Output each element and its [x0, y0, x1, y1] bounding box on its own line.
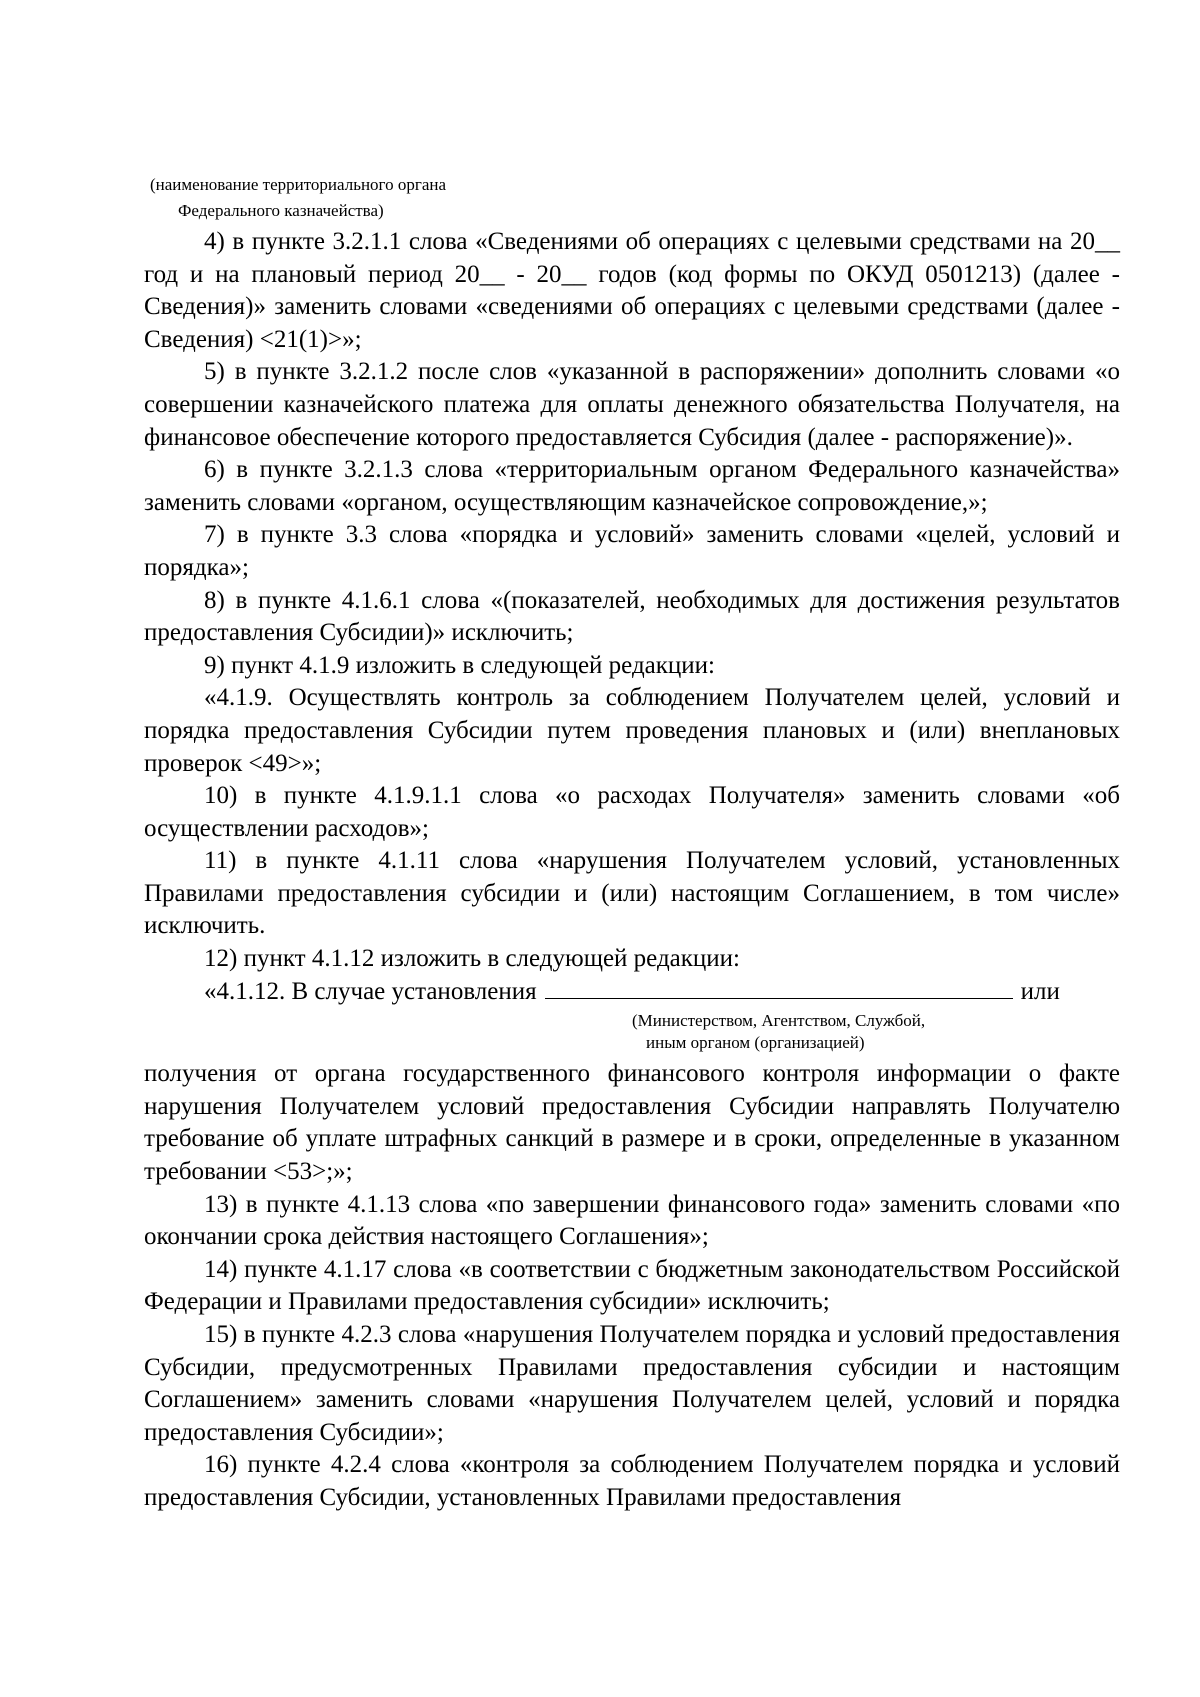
paragraph-10: 10) в пункте 4.1.9.1.1 слова «о расходах Получателя» заменить словами «об осуществлении расходов»;	[144, 782, 1120, 842]
blank-line	[545, 976, 1013, 999]
blank-caption	[144, 1010, 1120, 1054]
fill-line-4-1-12	[144, 976, 1120, 1009]
paragraph-13: 13) в пункте 4.1.13 слова «по завершении финансового года» заменить словами «по окончании срока действия настоящего Соглашения»;	[144, 1190, 1120, 1251]
paragraph-15: 15) в пункте 4.2.3 слова «нарушения Получателем порядка и условий предоставления Субсидии, предусмотренных Правилами предоставления субсидии и настоящим Соглашением» заменить словами «нарушения Получателем целей, условий и порядка предоставления Субсидии»;	[144, 1321, 1120, 1446]
top-caption	[150, 172, 446, 224]
fill-line-suffix: или	[1020, 977, 1060, 1005]
paragraph-4: 4) в пункте 3.2.1.1 слова «Сведениями об операциях с целевыми средствами на 20__ год и на плановый период 20__ - 20__ годов (код формы по ОКУД 0501213) (далее - Сведения)» заменить словами «сведениями об операциях с целевыми средствами (далее - Сведения) <21(1)>»;	[144, 228, 1120, 353]
paragraph-8: 8) в пункте 4.1.6.1 слова «(показателей, необходимых для достижения результатов предоставления Субсидии)» исключить;	[144, 586, 1120, 647]
fill-line-prefix: «4.1.12. В случае установления	[204, 977, 537, 1005]
blank-caption-line-1: (Министерством, Агентством, Службой,	[632, 1011, 926, 1031]
paragraph-9-quote: «4.1.9. Осуществлять контроль за соблюдением Получателем целей, условий и порядка предоставления Субсидии путем проведения плановых и (или) внеплановых проверок <49>»;	[144, 684, 1120, 777]
top-caption-line-1: (наименование территориального органа	[150, 175, 447, 194]
paragraph-12: 12) пункт 4.1.12 изложить в следующей редакции:	[204, 945, 740, 973]
paragraph-14: 14) пункте 4.1.17 слова «в соответствии с бюджетным законодательством Российской Федерации и Правилами предоставления субсидии» исключить;	[144, 1255, 1120, 1316]
paragraph-9: 9) пункт 4.1.9 изложить в следующей редакции:	[204, 651, 715, 679]
blank-caption-line-2: иным органом (организацией)	[646, 1033, 865, 1053]
paragraph-continuation: получения от органа государственного финансового контроля информации о факте нарушения Получателем условий предоставления Субсидии направлять Получателю требование об уплате штрафных санкций в размере и в сроки, определенные в указанном требовании <53>;»;	[144, 1060, 1120, 1186]
paragraph-5: 5) в пункте 3.2.1.2 после слов «указанной в распоряжении» дополнить словами «о совершении казначейского платежа для оплаты денежного обязательства Получателя, на финансовое обеспечение которого предоставляется Субсидия (далее - распоряжение)».	[144, 358, 1120, 451]
paragraph-6: 6) в пункте 3.2.1.3 слова «территориальным органом Федерального казначейства» заменить словами «органом, осуществляющим казначейское сопровождение,»;	[144, 456, 1120, 516]
top-caption-line-2: Федерального казначейства)	[178, 201, 384, 220]
paragraph-16: 16) пункте 4.2.4 слова «контроля за соблюдением Получателем порядка и условий предоставления Субсидии, установленных Правилами предоставления	[144, 1451, 1120, 1511]
paragraph-7: 7) в пункте 3.3 слова «порядка и условий» заменить словами «целей, условий и порядка»;	[144, 521, 1120, 581]
document-body	[144, 226, 1120, 1515]
paragraph-11: 11) в пункте 4.1.11 слова «нарушения Получателем условий, установленных Правилами предоставления субсидии и (или) настоящим Соглашением, в том числе» исключить.	[144, 847, 1120, 940]
